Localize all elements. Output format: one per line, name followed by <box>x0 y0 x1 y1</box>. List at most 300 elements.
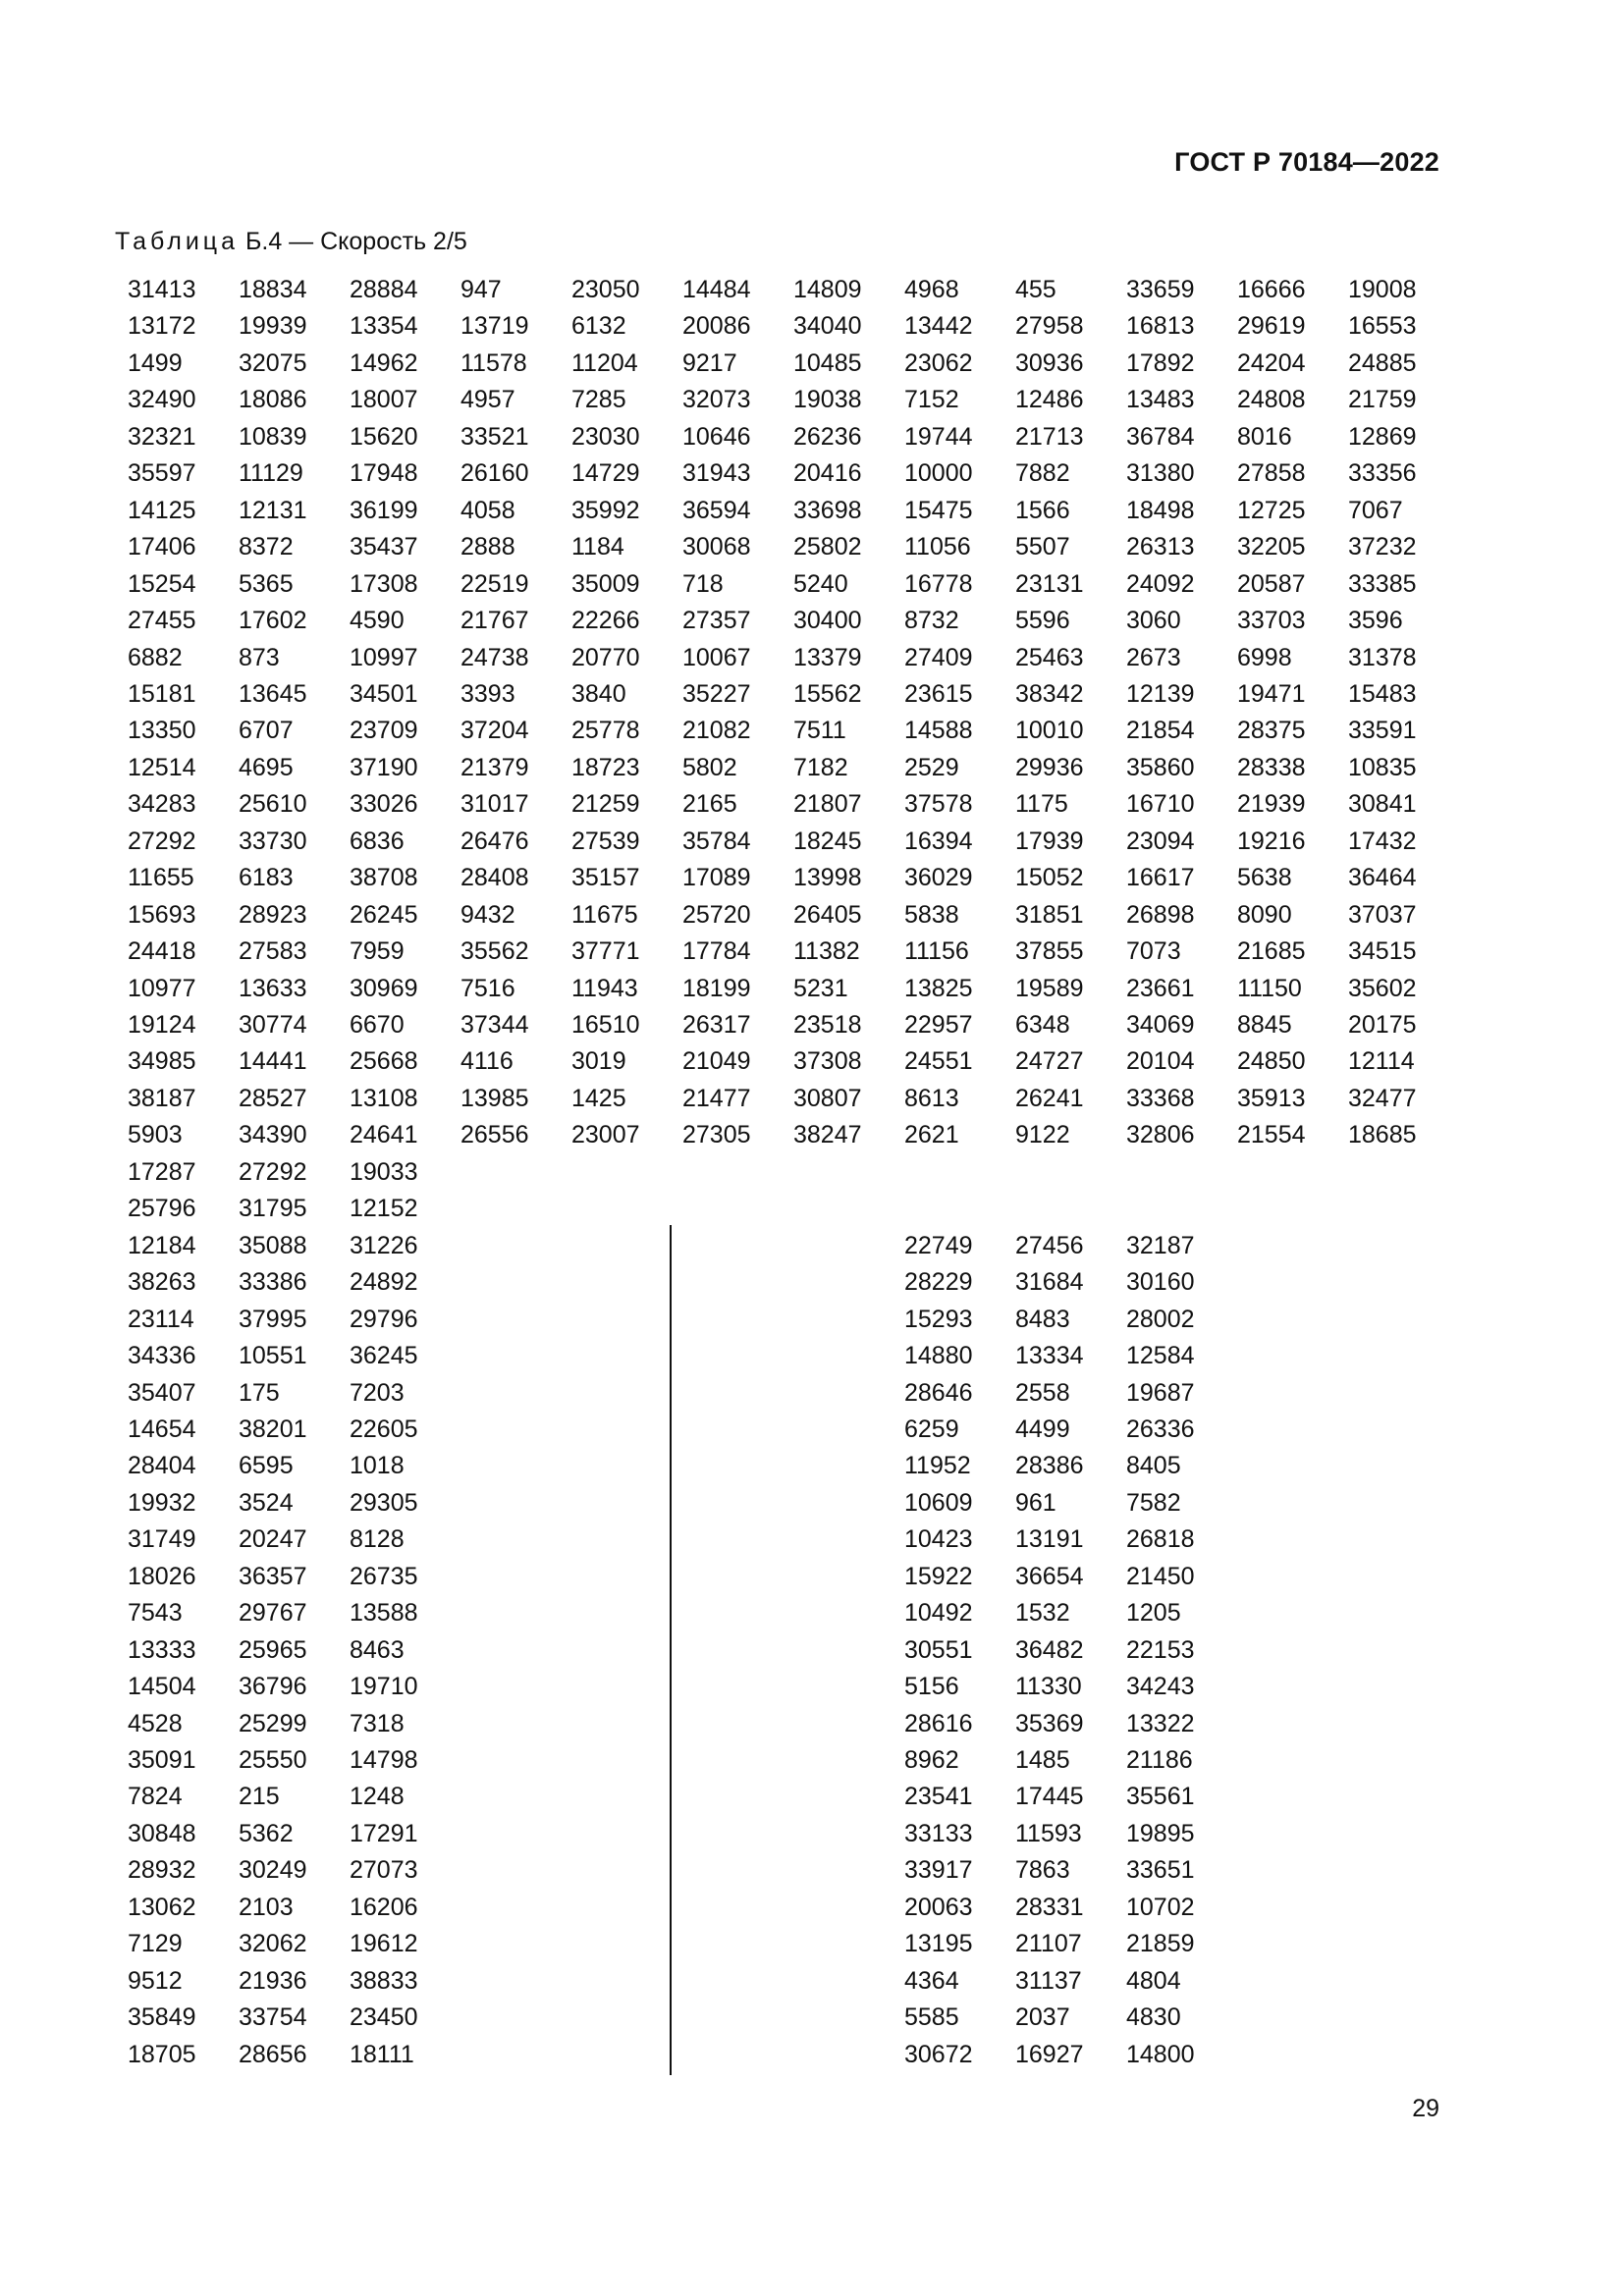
table-cell: 11150 <box>1237 974 1302 1002</box>
table-cell: 32073 <box>682 386 751 414</box>
table-cell: 5903 <box>128 1121 183 1149</box>
table-cell: 10067 <box>682 643 751 671</box>
table-cell: 10702 <box>1126 1893 1195 1921</box>
table-cell: 37037 <box>1348 900 1417 929</box>
table-cell: 6670 <box>350 1011 405 1039</box>
table-cell: 32321 <box>128 422 196 451</box>
table-cell: 21477 <box>682 1084 751 1112</box>
table-cell: 19038 <box>793 386 862 414</box>
table-cell: 18086 <box>239 386 307 414</box>
table-row <box>0 1926 1624 1962</box>
table-cell: 27583 <box>239 937 307 966</box>
table-cell: 16206 <box>350 1893 418 1921</box>
table-cell: 23450 <box>350 2003 418 2032</box>
table-cell: 24418 <box>128 937 196 966</box>
table-cell: 33385 <box>1348 569 1417 598</box>
table-cell: 31380 <box>1126 459 1195 488</box>
table-cell: 11655 <box>128 864 194 892</box>
table-cell: 33591 <box>1348 717 1417 745</box>
table-cell: 33659 <box>1126 276 1195 303</box>
table-row <box>0 529 1624 565</box>
table-cell: 31749 <box>128 1525 196 1554</box>
table-cell: 3060 <box>1126 607 1181 635</box>
table-cell: 28527 <box>239 1084 307 1112</box>
table-cell: 13062 <box>128 1893 196 1921</box>
table-cell: 34069 <box>1126 1011 1195 1039</box>
table-cell: 28386 <box>1015 1452 1084 1480</box>
table-cell: 24738 <box>460 643 529 671</box>
table-cell: 5365 <box>239 569 294 598</box>
table-cell: 175 <box>239 1378 280 1407</box>
table-cell: 6836 <box>350 827 405 855</box>
table-cell: 20175 <box>1348 1011 1417 1039</box>
table-cell: 26476 <box>460 827 529 855</box>
table-cell: 27292 <box>239 1157 307 1186</box>
table-cell: 31943 <box>682 459 751 488</box>
table-cell: 21554 <box>1237 1121 1306 1149</box>
table-cell: 26898 <box>1126 900 1195 929</box>
table-row <box>0 272 1624 308</box>
table-cell: 7318 <box>350 1709 405 1737</box>
table-cell: 1499 <box>128 348 183 377</box>
table-cell: 21759 <box>1348 386 1417 414</box>
table-cell: 23050 <box>571 276 640 303</box>
table-cell: 26405 <box>793 900 862 929</box>
table-cell: 21859 <box>1126 1930 1195 1958</box>
table-cell: 21379 <box>460 753 529 781</box>
table-cell: 28932 <box>128 1856 196 1885</box>
table-cell: 38247 <box>793 1121 862 1149</box>
table-cell: 13985 <box>460 1084 529 1112</box>
table-cell: 16510 <box>571 1011 640 1039</box>
table-cell: 18199 <box>682 974 751 1002</box>
table-cell: 6132 <box>571 312 626 341</box>
table-cell: 19710 <box>350 1673 418 1701</box>
table-cell: 11675 <box>571 900 638 929</box>
table-cell: 2037 <box>1015 2003 1070 2032</box>
table-cell: 10609 <box>904 1488 973 1517</box>
table-cell: 455 <box>1015 276 1056 303</box>
table-cell: 32187 <box>1126 1231 1195 1259</box>
table-cell: 2558 <box>1015 1378 1070 1407</box>
table-cell: 5638 <box>1237 864 1292 892</box>
table-cell: 15052 <box>1015 864 1084 892</box>
table-cell: 11330 <box>1015 1673 1082 1701</box>
table-cell: 5802 <box>682 753 737 781</box>
table-cell: 14441 <box>239 1047 307 1076</box>
table-cell: 30068 <box>682 533 751 561</box>
table-row <box>0 1228 1624 1264</box>
table-cell: 12869 <box>1348 422 1417 451</box>
table-cell: 30774 <box>239 1011 307 1039</box>
table-cell: 26818 <box>1126 1525 1195 1554</box>
table-cell: 26556 <box>460 1121 529 1149</box>
table-row <box>0 1890 1624 1926</box>
table-cell: 26241 <box>1015 1084 1084 1112</box>
table-cell: 21186 <box>1126 1746 1193 1774</box>
table-cell: 17432 <box>1348 827 1417 855</box>
table-cell: 26317 <box>682 1011 751 1039</box>
table-cell: 21450 <box>1126 1562 1195 1590</box>
table-cell: 37204 <box>460 717 529 745</box>
table-cell: 33651 <box>1126 1856 1195 1885</box>
table-cell: 28338 <box>1237 753 1306 781</box>
table-cell: 26245 <box>350 900 418 929</box>
table-cell: 8845 <box>1237 1011 1292 1039</box>
table-row <box>0 419 1624 455</box>
table-cell: 10839 <box>239 422 307 451</box>
table-cell: 34501 <box>350 679 418 708</box>
table-cell: 8962 <box>904 1746 959 1774</box>
table-cell: 33521 <box>460 422 529 451</box>
table-cell: 32075 <box>239 348 307 377</box>
table-row <box>0 676 1624 713</box>
table-cell: 11129 <box>239 459 303 488</box>
table-cell: 873 <box>239 643 280 671</box>
table-cell: 7203 <box>350 1378 405 1407</box>
table-cell: 1425 <box>571 1084 626 1112</box>
table-cell: 13588 <box>350 1599 418 1628</box>
table-cell: 26160 <box>460 459 529 488</box>
table-cell: 21685 <box>1237 937 1306 966</box>
table-cell: 18007 <box>350 386 418 414</box>
table-cell: 15475 <box>904 496 973 524</box>
table-cell: 33133 <box>904 1819 973 1847</box>
table-cell: 19687 <box>1126 1378 1195 1407</box>
table-cell: 19216 <box>1237 827 1306 855</box>
table-cell: 19008 <box>1348 276 1417 303</box>
table-cell: 7582 <box>1126 1488 1181 1517</box>
table-cell: 8128 <box>350 1525 405 1554</box>
table-cell: 24727 <box>1015 1047 1084 1076</box>
table-cell: 1184 <box>571 533 624 561</box>
table-cell: 3019 <box>571 1047 626 1076</box>
table-cell: 19895 <box>1126 1819 1195 1847</box>
table-cell: 27539 <box>571 827 640 855</box>
table-cell: 21854 <box>1126 717 1195 745</box>
table-cell: 14962 <box>350 348 418 377</box>
table-cell: 27455 <box>128 607 196 635</box>
table-cell: 1566 <box>1015 496 1070 524</box>
table-cell: 5585 <box>904 2003 959 2032</box>
table-cell: 10010 <box>1015 717 1084 745</box>
table-cell: 18723 <box>571 753 640 781</box>
table-cell: 34243 <box>1126 1673 1195 1701</box>
table-cell: 4590 <box>350 607 405 635</box>
table-caption-title: Б.4 — Скорость 2/5 <box>244 228 467 255</box>
table-cell: 30400 <box>793 607 862 635</box>
table-cell: 4499 <box>1015 1415 1070 1443</box>
table-row <box>0 346 1624 382</box>
table-cell: 6882 <box>128 643 183 671</box>
table-cell: 32490 <box>128 386 196 414</box>
table-cell: 21767 <box>460 607 529 635</box>
table-cell: 1205 <box>1126 1599 1181 1628</box>
table-cell: 35407 <box>128 1378 196 1407</box>
table-cell: 27958 <box>1015 312 1084 341</box>
table-cell: 28884 <box>350 276 418 303</box>
table-cell: 3596 <box>1348 607 1403 635</box>
table-cell: 23114 <box>128 1305 194 1333</box>
table-row <box>0 750 1624 786</box>
column-separator-line <box>670 1225 672 2075</box>
table-cell: 20416 <box>793 459 862 488</box>
table-cell: 9432 <box>460 900 515 929</box>
table-cell: 11382 <box>793 937 860 966</box>
table-cell: 12152 <box>350 1195 418 1223</box>
table-cell: 19932 <box>128 1488 196 1517</box>
table-cell: 24551 <box>904 1047 973 1076</box>
table-cell: 24850 <box>1237 1047 1306 1076</box>
table-cell: 5240 <box>793 569 848 598</box>
table-cell: 11943 <box>571 974 638 1002</box>
table-cell: 13334 <box>1015 1342 1084 1370</box>
table-cell: 16553 <box>1348 312 1417 341</box>
table-cell: 30936 <box>1015 348 1084 377</box>
table-cell: 18026 <box>128 1562 196 1590</box>
table-cell: 27858 <box>1237 459 1306 488</box>
table-row <box>0 1448 1624 1484</box>
table-cell: 2165 <box>682 790 737 819</box>
table-cell: 4830 <box>1126 2003 1181 2032</box>
table-cell: 20770 <box>571 643 640 671</box>
table-cell: 36245 <box>350 1342 418 1370</box>
table-cell: 18245 <box>793 827 862 855</box>
table-cell: 12725 <box>1237 496 1306 524</box>
table-cell: 4528 <box>128 1709 183 1737</box>
table-cell: 30160 <box>1126 1268 1195 1297</box>
table-cell: 35009 <box>571 569 640 598</box>
table-cell: 25610 <box>239 790 307 819</box>
table-cell: 26735 <box>350 1562 418 1590</box>
table-cell: 29767 <box>239 1599 307 1628</box>
table-cell: 31378 <box>1348 643 1417 671</box>
table-cell: 13322 <box>1126 1709 1195 1737</box>
table-cell: 17287 <box>128 1157 196 1186</box>
table-cell: 12131 <box>239 496 307 524</box>
table-cell: 35561 <box>1126 1783 1195 1811</box>
table-cell: 16666 <box>1237 276 1306 303</box>
table-cell: 13108 <box>350 1084 418 1112</box>
table-cell: 21259 <box>571 790 640 819</box>
table-cell: 12584 <box>1126 1342 1195 1370</box>
table-row <box>0 1522 1624 1558</box>
table-cell: 35157 <box>571 864 640 892</box>
table-cell: 17308 <box>350 569 418 598</box>
table-cell: 14588 <box>904 717 973 745</box>
table-cell: 26313 <box>1126 533 1195 561</box>
table-cell: 38342 <box>1015 679 1084 708</box>
table-cell: 28229 <box>904 1268 973 1297</box>
table-cell: 28923 <box>239 900 307 929</box>
table-cell: 7073 <box>1126 937 1181 966</box>
table-cell: 38201 <box>239 1415 307 1443</box>
table-row <box>0 1375 1624 1412</box>
table-cell: 37232 <box>1348 533 1417 561</box>
table-cell: 27305 <box>682 1121 751 1149</box>
table-cell: 20587 <box>1237 569 1306 598</box>
table-cell: 5838 <box>904 900 959 929</box>
table-cell: 33703 <box>1237 607 1306 635</box>
table-cell: 6595 <box>239 1452 294 1480</box>
table-cell: 14484 <box>682 276 751 303</box>
table-cell: 23615 <box>904 679 973 708</box>
table-cell: 20247 <box>239 1525 307 1554</box>
table-cell: 27292 <box>128 827 196 855</box>
table-cell: 13191 <box>1015 1525 1084 1554</box>
table-cell: 5507 <box>1015 533 1070 561</box>
table-cell: 35849 <box>128 2003 196 2032</box>
table-cell: 36199 <box>350 496 418 524</box>
page-number: 29 <box>1412 2095 1439 2122</box>
table-cell: 20063 <box>904 1893 973 1921</box>
table-cell: 19471 <box>1237 679 1306 708</box>
table-cell: 10835 <box>1348 753 1417 781</box>
table-row <box>0 786 1624 823</box>
table-cell: 30848 <box>128 1819 196 1847</box>
table-row <box>0 824 1624 860</box>
table-cell: 7067 <box>1348 496 1403 524</box>
table-cell: 33754 <box>239 2003 307 2032</box>
table-row <box>0 1559 1624 1595</box>
table-row <box>0 1485 1624 1522</box>
table-row <box>0 713 1624 749</box>
table-cell: 8732 <box>904 607 959 635</box>
table-cell: 3840 <box>571 679 626 708</box>
table-cell: 21082 <box>682 717 751 745</box>
table-cell: 35091 <box>128 1746 196 1774</box>
table-cell: 25550 <box>239 1746 307 1774</box>
table-cell: 13333 <box>128 1635 196 1664</box>
table-cell: 19612 <box>350 1930 418 1958</box>
table-cell: 1018 <box>350 1452 405 1480</box>
table-cell: 13483 <box>1126 386 1195 414</box>
table-cell: 14880 <box>904 1342 973 1370</box>
table-cell: 23062 <box>904 348 973 377</box>
table-cell: 13645 <box>239 679 307 708</box>
table-cell: 31017 <box>460 790 529 819</box>
table-cell: 24885 <box>1348 348 1417 377</box>
table-cell: 21049 <box>682 1047 751 1076</box>
table-row <box>0 2000 1624 2036</box>
table-cell: 21107 <box>1015 1930 1082 1958</box>
table-cell: 6259 <box>904 1415 959 1443</box>
table-cell: 7959 <box>350 937 405 966</box>
table-cell: 13442 <box>904 312 973 341</box>
table-cell: 11578 <box>460 348 527 377</box>
table-cell: 24204 <box>1237 348 1306 377</box>
table-cell: 8613 <box>904 1084 959 1112</box>
table-row <box>0 1081 1624 1117</box>
table-cell: 25668 <box>350 1047 418 1076</box>
table-cell: 10000 <box>904 459 973 488</box>
table-row <box>0 897 1624 934</box>
table-cell: 16813 <box>1126 312 1195 341</box>
table-cell: 1485 <box>1015 1746 1070 1774</box>
table-cell: 11204 <box>571 348 638 377</box>
table-row <box>0 1264 1624 1301</box>
table-row <box>0 1302 1624 1338</box>
table-cell: 35784 <box>682 827 751 855</box>
table-row <box>0 1043 1624 1080</box>
table-cell: 4058 <box>460 496 515 524</box>
table-cell: 28331 <box>1015 1893 1084 1921</box>
table-cell: 14729 <box>571 459 640 488</box>
table-row <box>0 1779 1624 1815</box>
table-row <box>0 1852 1624 1889</box>
table-cell: 15254 <box>128 569 196 598</box>
table-cell: 23518 <box>793 1011 862 1039</box>
table-cell: 7129 <box>128 1930 183 1958</box>
table-cell: 4695 <box>239 753 294 781</box>
table-cell: 36654 <box>1015 1562 1084 1590</box>
table-cell: 36357 <box>239 1562 307 1590</box>
table-cell: 25299 <box>239 1709 307 1737</box>
table-cell: 36594 <box>682 496 751 524</box>
table-cell: 28404 <box>128 1452 196 1480</box>
table-cell: 35369 <box>1015 1709 1084 1737</box>
table-cell: 34985 <box>128 1047 196 1076</box>
table-cell: 4116 <box>460 1047 514 1076</box>
table-cell: 15483 <box>1348 679 1417 708</box>
table-cell: 30249 <box>239 1856 307 1885</box>
table-cell: 17784 <box>682 937 751 966</box>
table-cell: 24892 <box>350 1268 418 1297</box>
table-row <box>0 493 1624 529</box>
table-row <box>0 455 1624 492</box>
table-cell: 13379 <box>793 643 862 671</box>
table-cell: 33386 <box>239 1268 307 1297</box>
table-cell: 28656 <box>239 2040 307 2068</box>
table-cell: 1248 <box>350 1783 405 1811</box>
table-cell: 23541 <box>904 1783 973 1811</box>
table-cell: 4968 <box>904 276 959 303</box>
table-cell: 14809 <box>793 276 862 303</box>
table-cell: 36029 <box>904 864 973 892</box>
table-cell: 7824 <box>128 1783 183 1811</box>
table-cell: 22605 <box>350 1415 418 1443</box>
table-cell: 25796 <box>128 1195 196 1223</box>
table-cell: 12486 <box>1015 386 1084 414</box>
table-cell: 25463 <box>1015 643 1084 671</box>
table-cell: 25802 <box>793 533 862 561</box>
table-cell: 35860 <box>1126 753 1195 781</box>
table-row <box>0 1117 1624 1153</box>
table-row <box>0 1706 1624 1742</box>
table-cell: 29936 <box>1015 753 1084 781</box>
table-cell: 18834 <box>239 276 307 303</box>
table-caption-label: Таблица <box>115 228 240 255</box>
table-cell: 16927 <box>1015 2040 1084 2068</box>
table-cell: 28002 <box>1126 1305 1195 1333</box>
table-cell: 31413 <box>128 276 196 303</box>
table-cell: 20104 <box>1126 1047 1195 1076</box>
table-cell: 18111 <box>350 2040 414 2068</box>
table-cell: 3524 <box>239 1488 294 1517</box>
table-cell: 38187 <box>128 1084 196 1112</box>
table-cell: 13172 <box>128 312 196 341</box>
table-cell: 24092 <box>1126 569 1195 598</box>
table-cell: 4364 <box>904 1966 959 1995</box>
table-cell: 17089 <box>682 864 751 892</box>
table-cell: 38833 <box>350 1966 418 1995</box>
table-cell: 7543 <box>128 1599 183 1628</box>
table-cell: 17291 <box>350 1819 418 1847</box>
table-cell: 5596 <box>1015 607 1070 635</box>
table-cell: 8463 <box>350 1635 405 1664</box>
table-row <box>0 1154 1624 1191</box>
table-cell: 7285 <box>571 386 626 414</box>
